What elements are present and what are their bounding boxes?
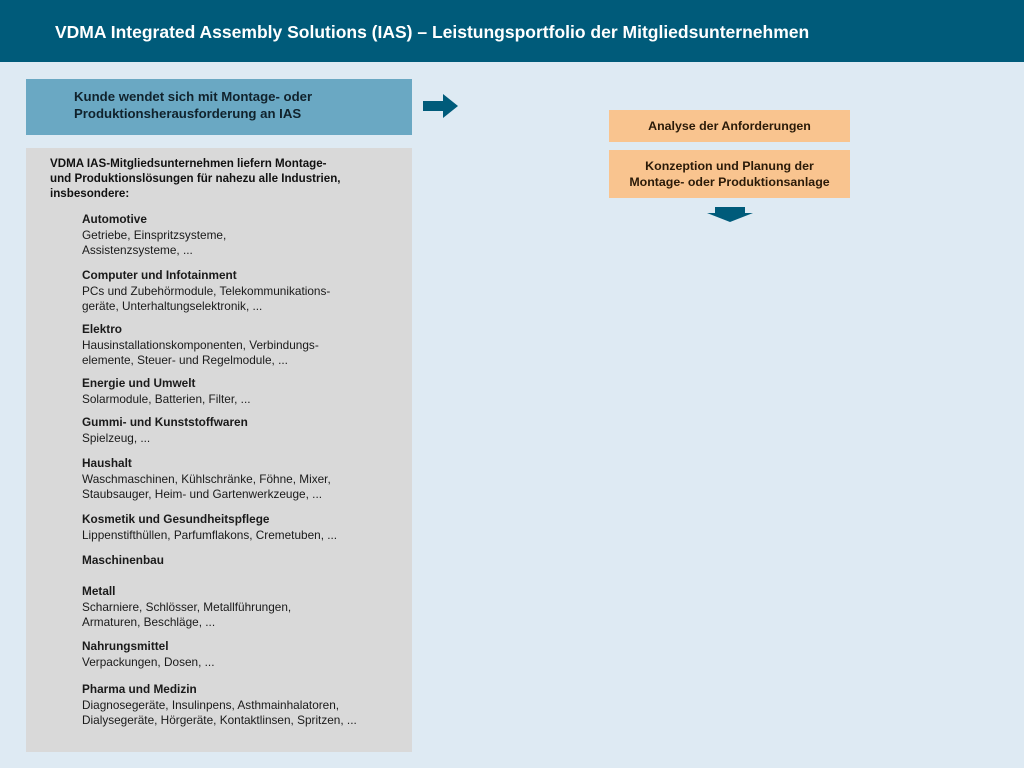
industry-name: Computer und Infotainment [82,268,237,282]
industry-desc-line: Spielzeug, ... [82,430,151,445]
industry-item-haushalt [82,456,331,503]
industry-desc-line: Solarmodule, Batterien, Filter, ... [82,391,251,406]
industry-item-maschinenbau [82,553,164,569]
industry-desc-line: geräte, Unterhaltungselektronik, ... [82,299,263,313]
step-analyse-box [609,110,850,142]
industries-intro [50,156,341,201]
industry-desc-line: Waschmaschinen, Kühlschränke, Föhne, Mixer, [82,471,331,486]
step-line: Analyse der Anforderungen [648,119,811,133]
industry-name: Automotive [82,212,147,226]
industry-item-kosmetik [82,512,337,543]
industry-item-computer [82,268,330,315]
industry-name: Kosmetik und Gesundheitspflege [82,512,270,526]
industry-name: Haushalt [82,456,132,470]
step-konzeption-box [609,150,850,198]
page-title: VDMA Integrated Assembly Solutions (IAS) – Leistungsportfolio der Mitgliedsunternehmen [55,22,810,42]
industry-desc-line: Dialysegeräte, Hörgeräte, Kontaktlinsen, Spritzen, ... [82,713,357,727]
industry-item-elektro [82,322,319,369]
intro-line: insbesondere: [50,187,130,200]
industry-name: Gummi- und Kunststoffwaren [82,415,248,429]
industry-desc-line: Assistenzsysteme, ... [82,243,193,257]
industry-desc-line: elemente, Steuer- und Regelmodule, ... [82,353,288,367]
industry-item-pharma [82,682,357,729]
industry-desc-line: Scharniere, Schlösser, Metallführungen, [82,599,292,614]
arrow-right-icon [423,94,459,118]
customer-request-line: Kunde wendet sich mit Montage- oder [74,89,313,104]
customer-request-box [26,79,412,135]
step-line: Montage- oder Produktionsanlage [629,175,830,189]
industry-item-nahrungsmittel [82,639,214,670]
industry-name: Energie und Umwelt [82,376,196,390]
industry-desc-line: Staubsauger, Heim- und Gartenwerkzeuge, ... [82,487,322,501]
industry-desc-line: Lippenstifthüllen, Parfumflakons, Cremetuben, ... [82,527,338,542]
industry-name: Elektro [82,322,122,336]
title-bar [0,0,1024,62]
industry-desc-line: Verpackungen, Dosen, ... [82,654,215,669]
industry-item-metall [82,584,291,631]
industries-panel [26,148,412,752]
step-line: Konzeption und Planung der [645,159,814,173]
arrow-down-icon [705,207,755,223]
industry-name: Nahrungsmittel [82,639,169,653]
industry-desc-line: Armaturen, Beschläge, ... [82,615,216,629]
industry-item-energie [82,376,251,407]
industry-item-gummi [82,415,248,446]
industry-desc-line: PCs und Zubehörmodule, Telekommunikations- [82,283,331,298]
industry-name: Pharma und Medizin [82,682,197,696]
intro-line: und Produktionslösungen für nahezu alle Industrien, [50,172,341,185]
industry-name: Metall [82,584,116,598]
industry-item-automotive [82,212,226,259]
industry-name: Maschinenbau [82,553,164,567]
industry-desc-line: Diagnosegeräte, Insulinpens, Asthmainhalatoren, [82,697,340,712]
customer-request-line: Produktionsherausforderung an IAS [74,106,302,121]
industry-desc-line: Hausinstallationskomponenten, Verbindungs- [82,337,319,352]
intro-line: VDMA IAS-Mitgliedsunternehmen liefern Montage- [50,157,327,170]
industry-desc-line: Getriebe, Einspritzsysteme, [82,227,227,242]
